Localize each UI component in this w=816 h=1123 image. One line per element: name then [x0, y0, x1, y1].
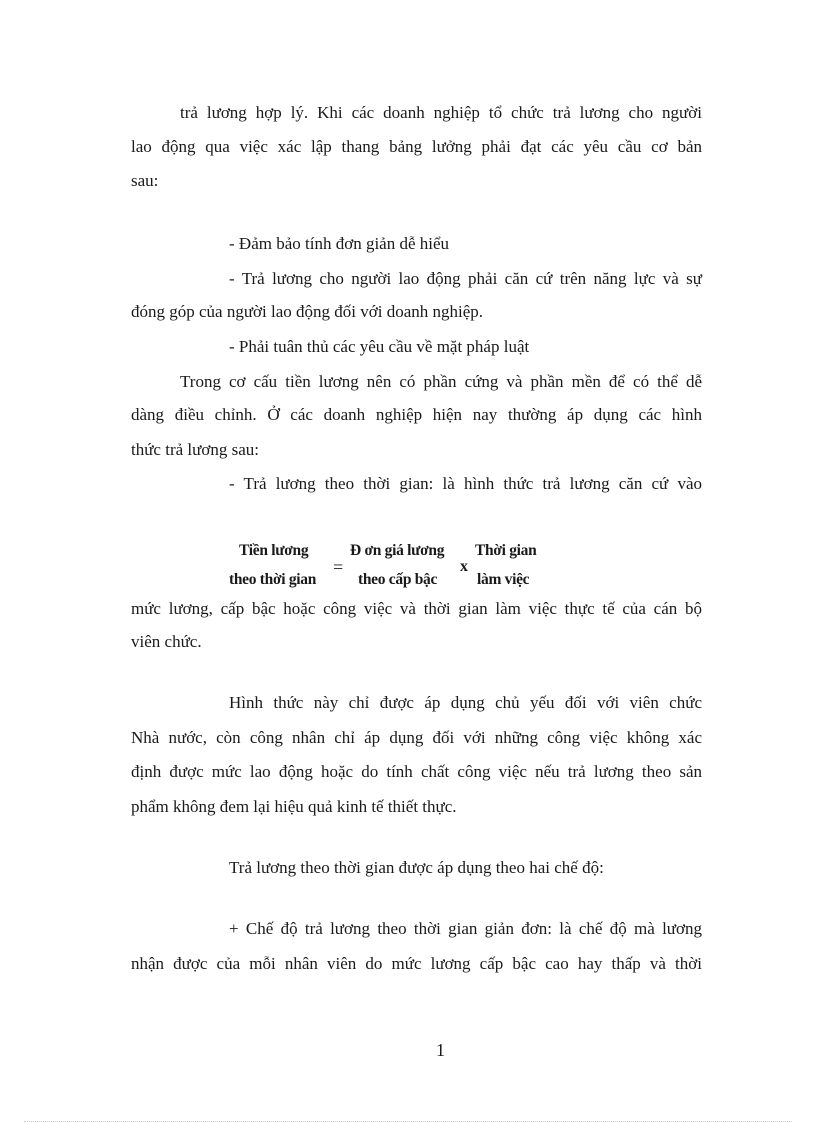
paragraph-4-line-4: phẩm không đem lại hiệu quả kinh tế thiết thực.: [131, 797, 457, 816]
page-number: 1: [436, 1040, 445, 1060]
formula-times-sign: x: [460, 558, 468, 575]
formula-equals-sign: =: [333, 557, 344, 577]
requirement-1: - Đảm bảo tính đơn giản dễ hiểu: [229, 234, 450, 253]
paragraph-1-line-2: lao động qua việc xác lập thang bảng lưởng phải đạt các yêu cầu cơ bản: [131, 137, 702, 156]
paragraph-2-line-1: Trong cơ cấu tiền lương nên có phần cứng và phần mền để có thể dễ: [180, 372, 702, 391]
footer-divider: [24, 1121, 792, 1122]
paragraph-4-line-2: Nhà nước, còn công nhân chỉ áp dụng đối với những công việc không xác: [131, 728, 702, 747]
paragraph-3-line-1: - Trả lương theo thời gian: là hình thức trả lương căn cứ vào: [229, 474, 702, 493]
paragraph-4-line-3: định được mức lao động hoặc do tính chất công việc nếu trả lương theo sản: [131, 762, 702, 781]
requirement-3: - Phải tuân thủ các yêu cầu về mặt pháp luật: [229, 337, 530, 356]
paragraph-6-line-2: nhận được của mỗi nhân viên do mức lương cấp bậc cao hay thấp và thời: [131, 954, 702, 973]
paragraph-6-line-1: + Chế độ trả lương theo thời gian giản đơn: là chế độ mà lương: [229, 919, 702, 938]
paragraph-2-line-3: thức trả lương sau:: [131, 440, 259, 459]
paragraph-3-line-2: mức lương, cấp bậc hoặc công việc và thời gian làm việc thực tế của cán bộ: [131, 599, 702, 618]
paragraph-4-line-1: Hình thức này chỉ được áp dụng chủ yếu đối với viên chức: [229, 693, 702, 712]
paragraph-5: Trả lương theo thời gian được áp dụng theo hai chế độ:: [229, 858, 604, 877]
formula-mid-numerator: Đ ơn giá lương: [350, 542, 445, 559]
paragraph-1-line-3: sau:: [131, 171, 159, 190]
formula-lhs-denominator: theo thời gian: [229, 571, 317, 588]
paragraph-3-line-3: viên chức.: [131, 632, 202, 651]
paragraph-1-line-1: trả lương hợp lý. Khi các doanh nghiệp tổ chức trả lương cho người: [180, 103, 702, 122]
formula-rhs-numerator: Thời gian: [475, 542, 537, 559]
paragraph-2-line-2: dàng điều chỉnh. Ở các doanh nghiệp hiện nay thường áp dụng các hình: [131, 405, 702, 424]
formula-lhs-numerator: Tiền lương: [239, 542, 309, 559]
formula-rhs-denominator: làm việc: [477, 571, 530, 588]
requirement-2-line-1: - Trả lương cho người lao động phải căn cứ trên năng lực và sự: [229, 269, 702, 288]
requirement-2-line-2: đóng góp của người lao động đối với doanh nghiệp.: [131, 302, 484, 321]
formula-mid-denominator: theo cấp bậc: [358, 571, 438, 588]
